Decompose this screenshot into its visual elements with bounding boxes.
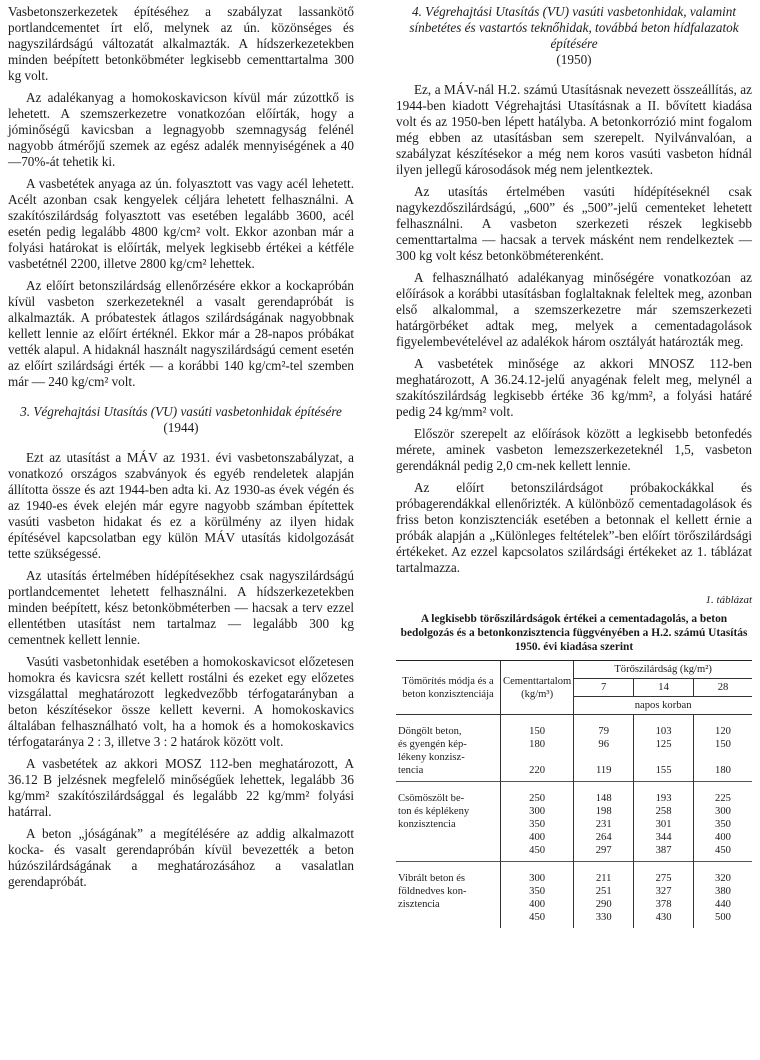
paragraph: Ezt az utasítást a MÁV az 1931. évi vasbetonszabályzat, a vonatkozó országos szabványok és egyéb rendeletek alapján állította össze és azt 1944-ben adta ki. Az 1930-as évek végén és az 1940-es évek elején már egyre nagyobb számban építettek vasúti vasbeton hidakat és ez a körülmény az ilyen hidak építésével kapcsolatban egy külön MÁV utasítás kidolgozását tette szükségessé. (8, 450, 354, 561)
day14-values: 275 327 378 430 (634, 862, 694, 929)
paragraph: Az előírt betonszilárdságot próbakockákkal és próbagerendákkal ellenőrizték. A különböző cementadagolások és friss beton konzisztenciák esetében a betonnak el kellett érnie a próbák alapján a „Különleges feltételek”-ben előírt törőszilárdsági értékeket. Az ezzel kapcsolatos szilárdsági értékeket az 1. táblázat tartalmazza. (396, 480, 752, 575)
strength-table (396, 660, 752, 928)
day7-values: 79 96 119 (574, 715, 634, 782)
header-strength: Törőszilárdság (kg/m²) (574, 661, 752, 679)
table-group (396, 715, 752, 782)
cement-values: 300 350 400 450 (501, 862, 574, 929)
section-4-title: 4. Végrehajtási Utasítás (VU) vasúti vasbetonhidak, valamint sínbetétes és vastartós teknőhidak, továbbá beton hídfalazatok építésére (409, 4, 739, 51)
table-group (396, 782, 752, 862)
table-number: 1. táblázat (705, 594, 752, 606)
day28-values: 225 300 350 400 450 (694, 782, 753, 862)
header-day: 28 (694, 679, 753, 697)
paragraph: A felhasználható adalékanyag minőségére vonatkozóan az előírások a korábbi utasításban foglaltaknak feleltek meg, azonban első alkalommal, a szemszerkezetre már szemszerkezeti határgörbéket adtak meg, melyek a cementadagolások figyelembevételével az adalékok három osztályát határozták meg. (396, 270, 752, 349)
header-day: 7 (574, 679, 634, 697)
day14-values: 103 125 155 (634, 715, 694, 782)
right-column (396, 4, 752, 928)
table-group (396, 862, 752, 929)
section-3-title: 3. Végrehajtási Utasítás (VU) vasúti vasbetonhidak építésére (20, 404, 342, 419)
group-label: Vibrált beton és földnedves kon- zisztencia (396, 862, 501, 929)
left-column (8, 4, 354, 896)
paragraph: A beton „jóságának” a megítélésére az addig alkalmazott kocka- és vasalt gerendapróbán kívül bevezették a beton húzószilárdságának a meghatározásához a vasalatlan gerendapróbát. (8, 826, 354, 889)
group-label: Csömöszölt be- ton és képlékeny konzisztencia (396, 782, 501, 862)
header-day: 14 (634, 679, 694, 697)
paragraph: Vasúti vasbetonhidak esetében a homokoskavicsot előzetesen homokra és kavicsra szét kellett rostálni és ezeket egy előzetes vizsgálattal meghatározott legkedvezőbb térfogatarányban a beton készítésekor össze kellett keverni. A homokoskavics általában felhasználható volt, ha a homok és a homokoskavics térfogataránya 2 : 3, illetve 3 : 2 határok között volt. (8, 654, 354, 749)
header-days-unit: napos korban (574, 697, 752, 715)
group-label: Döngölt beton, és gyengén kép- lékeny konzisz- tencia (398, 726, 467, 776)
day7-values: 211 251 290 330 (574, 862, 634, 929)
paragraph: Az utasítás értelmében vasúti hídépítéseknél csak nagykezdőszilárdságú, „600” és „500”-jelű cementeket lehetett felhasználni. A vasbeton szerkezeti részek legkisebb cementtartalma — hacsak a tervek másként nem rendelkeztek — 300 kg volt kész betonköbméterenként. (396, 184, 752, 263)
header-cement: Cementtartalom (kg/m³) (501, 661, 574, 715)
paragraph: A vasbetétek anyaga az ún. folyasztott vas vagy acél lehetett. Acélt azonban csak kengyelek céljára lehetett felhasználni. A szakítószilárdság folyasztott vas esetében legalább 3600, acél esetén pedig legalább 4800 kg/cm² volt. Ekkor azonban már a folyási határokat is előírták, melyek legkisebb értékei a kétféle vasbetétnél 2200, illetve 2800 kg/cm² lehettek. (8, 176, 354, 271)
paragraph: Az utasítás értelmében hídépítésekhez csak nagyszilárdságú portlandcementet lehetett felhasználni. A hídszerkezetekben minden beépített, kész betonköbméterben — hacsak a terv ezzel ellentétben utasítást nem tartalmaz — legalább 300 kg cementnek kellett lennie. (8, 568, 354, 647)
paragraph: Az előírt betonszilárdság ellenőrzésére ekkor a kockapróbán kívül vasbeton szerkezeteknél a vasalt gerendapróbát is alkalmazták. A próbatestek átlagos szilárdságának nagyobbnak kellett lennie az előírt értéknél. Ekkor már a 28-napos próbákat vették alapul. A hidaknál használt nagyszilárdságú cement esetén az előírt szilárdsági érték — a korábbi 140 kg/cm²-tel szemben már — 240 kg/cm² volt. (8, 278, 354, 389)
cement-values: 150 180 220 (501, 715, 574, 782)
paragraph: A vasbetétek az akkori MOSZ 112-ben meghatározott, A 36.12 B jelzésnek megfelelő minőségűek lehettek, legalább 36 kg/mm² szakítószilárdsággal és legalább 22 kg/mm² folyási határral. (8, 756, 354, 819)
paragraph: A vasbetétek minősége az akkori MNOSZ 112-ben meghatározott, A 36.24.12-jelű anyagénak felelt meg, melynél a szakítószilárdság legkisebb értéke 36 kg/mm², a folyási határé pedig 24 kg/mm² volt. (396, 356, 752, 419)
paragraph: Ez, a MÁV-nál H.2. számú Utasításnak nevezett összeállítás, az 1944-ben kiadott Végrehajtási Utasításnak a II. bővített kiadása volt és az 1950-ben lépett hatályba. A betonkorrózió mint fogalom még ebben az utasításban sem szerepelt. Nyilvánvalóan, a szabályzat készítésekor a még nem koros vasúti vasbeton hídnál ilyen jellegű károsodások még nem jelentkeztek. (396, 82, 752, 177)
section-3-year: (1944) (163, 420, 199, 435)
day28-values: 320 380 440 500 (694, 862, 753, 929)
day14-values: 193 258 301 344 387 (634, 782, 694, 862)
paragraph: Vasbetonszerkezetek építéséhez a szabályzat lassankötő portlandcementet írt elő, melynek az ún. közönséges és nagyszilárdságú változatát alkalmazták. A hídszerkezetekben minden beépített betonköbméter legkisebb cementtartalma 300 kg volt. (8, 4, 354, 83)
paragraph: Az adalékanyag a homokoskavicson kívül már zúzottkő is lehetett. A szemszerkezetre vonatkozóan előírták, hogy a jóminőségű kavicsban a legnagyobb szemnagyság felénél nagyobb átmérőjű szemek az egész adalék mennyiségének a 40—70%-át tehetik ki. (8, 90, 354, 169)
header-method: Tömörítés módja és a beton konzisztenciája (396, 661, 501, 715)
day28-values: 120 150 180 (694, 715, 753, 782)
cement-values: 250 300 350 400 450 (501, 782, 574, 862)
paragraph: Először szerepelt az előírások között a legkisebb betonfedés mérete, aminek vasbeton lemezszerkezeteknél 1,5, vasbeton gerendáknál pedig 2,0 cm-nek kellett lennie. (396, 426, 752, 473)
section-4-year: (1950) (556, 52, 592, 67)
table-caption: A legkisebb törőszilárdságok értékei a cementadagolás, a beton bedolgozás és a betonkonzisztencia függvényében a H.2. számú Utasítás 1950. évi kiadása szerint (400, 613, 748, 653)
day7-values: 148 198 231 264 297 (574, 782, 634, 862)
